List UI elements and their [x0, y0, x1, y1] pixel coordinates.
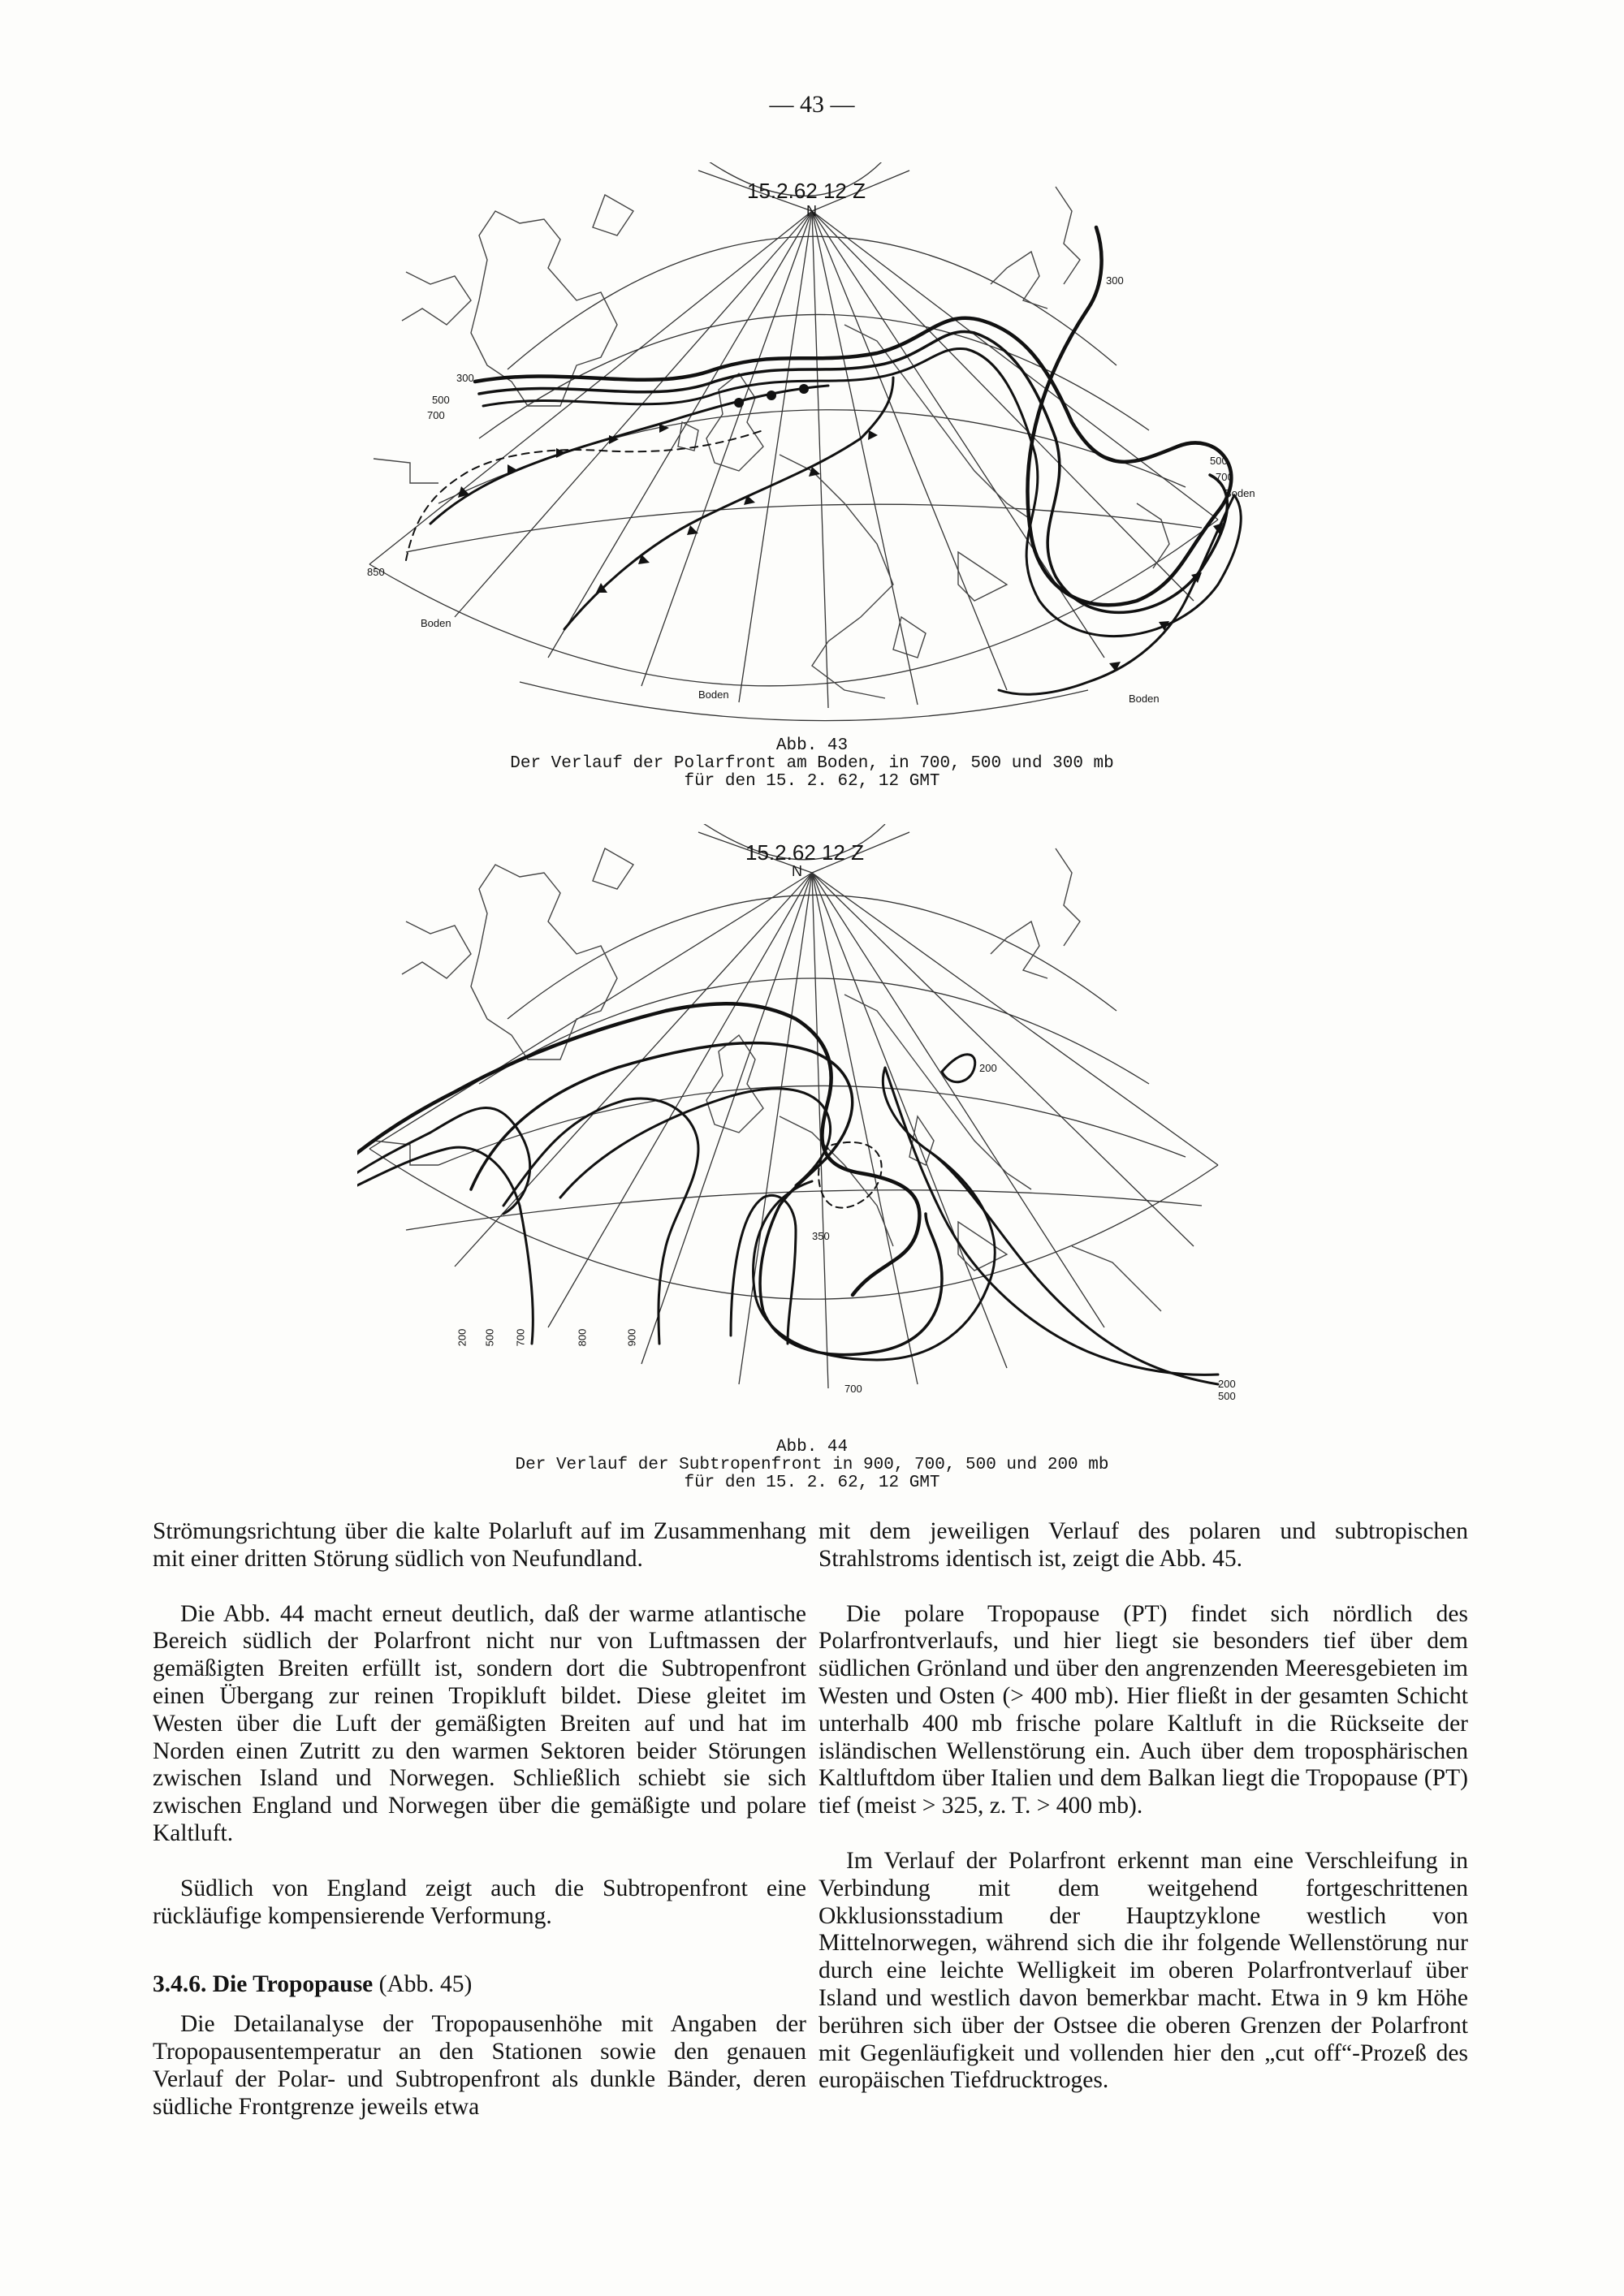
subtropical-front-900mb: [731, 1195, 796, 1344]
north-label: N: [806, 203, 817, 219]
left-text-column: [153, 1518, 806, 2121]
right-paragraph-2: Die polare Tropopause (PT) findet sich nördlich des Polarfrontverlaufs, und hier liegt sie besonders tief über dem südlichen Grönland und über den angrenzenden Meeresgebieten im Westen und Osten (> 400 mb). Hier fließt in der gesamten Schicht unterhalb 400 mb frische polare Kaltluft in die Rückseite der isländischen Wellenstörung ein. Auch über dem troposphärischen Kaltluftdom über Italien und dem Balkan liegt die Tropopause (PT) tief (meist > 325, z. T. > 400 mb).: [818, 1600, 1468, 1819]
label-200-right: 200: [979, 1062, 997, 1074]
label-500-right: 500: [1210, 455, 1228, 467]
label-300-left: 300: [456, 372, 474, 384]
label-700-bottom: 700: [844, 1383, 862, 1395]
label-800: 800: [576, 1328, 589, 1347]
label-500-bottom-right: 500: [1218, 1390, 1236, 1402]
label-200-bottom-right: 200: [1218, 1378, 1236, 1390]
isolated-contour-200: [942, 1055, 975, 1082]
section-figure-ref: (Abb. 45): [378, 1971, 473, 1998]
left-paragraph-2: Die Abb. 44 macht erneut deutlich, daß der warme atlantische Bereich südlich der Polarfront nicht nur von Luftmassen der gemäßigten Breiten erfüllt ist, sondern dort die Subtropenfront einen Übergang zur reinen Tropikluft bildet. Diese gleitet im Westen über die Luft der gemäßigten Breiten auf und hat im Norden einen Zutritt zu den warmen Sektoren beider Störungen zwischen Island und Norwegen. Schließlich schiebt sie sich zwischen England und Norwegen über die gemäßigte und polare Kaltluft.: [153, 1600, 806, 1846]
label-500-left: 500: [432, 394, 450, 406]
map-frame-lower-arc: [520, 682, 1088, 721]
label-700-a: 700: [514, 1328, 527, 1347]
label-500-a: 500: [483, 1328, 496, 1347]
left-paragraph-3: Südlich von England zeigt auch die Subtropenfront eine rückläufige kompensierende Verformung.: [153, 1875, 806, 1929]
right-paragraph-3: Im Verlauf der Polarfront erkennt man eine Verschleifung in Verbindung mit dem weitgehend fortgeschrittenen Okklusionsstadium der Hauptzyklone westlich von Mittelnorwegen, während sich die ihr folgende Wellenstörung nur durch eine leichte Welligkeit im oberen Polarfrontverlauf über Island und westlich davon bemerkbar macht. Etwa in 9 km Höhe berühren sich über der Ostsee die oberen Grenzen der Polarfront mit Gegenläufigkeit und vollenden hier den „cut off“-Prozeß des europäischen Tiefdrucktroges.: [818, 1847, 1468, 2094]
figure-43-caption-title: Abb. 43: [775, 736, 849, 755]
label-700-right: 700: [1216, 471, 1233, 483]
figure-43-caption-line1: Der Verlauf der Polarfront am Boden, in 700, 500 und 300 mb: [510, 754, 1114, 773]
figure-43-svg: [357, 162, 1267, 731]
map-frame-latitude-1: [508, 895, 1116, 1019]
figure-44-caption-title: Abb. 44: [775, 1438, 849, 1457]
label-300-top: 300: [1106, 274, 1124, 287]
label-200-a: 200: [456, 1328, 469, 1347]
label-850: 850: [367, 566, 385, 578]
label-boden-right: Boden: [1224, 487, 1255, 499]
label-boden-sw: Boden: [421, 617, 451, 629]
section-title: Die Tropopause: [212, 1971, 374, 1998]
figure-44-date: 15.2.62 12 Z: [745, 840, 864, 865]
page-number: — 43 —: [769, 91, 855, 118]
label-900: 900: [625, 1328, 638, 1347]
figure-44-map: [357, 824, 1267, 1429]
figure-43-caption-line2: für den 15. 2. 62, 12 GMT: [684, 772, 940, 791]
left-paragraph-4: Die Detailanalyse der Tropopausenhöhe mit Angaben der Tropopausentemperatur an den Stationen sowie den genauen Verlauf der Polar- und Subtropenfront als dunkle Bänder, deren südliche Frontgrenze jeweils etwa: [153, 2011, 806, 2120]
figure-43-map: [357, 162, 1267, 731]
north-label: N: [792, 863, 802, 879]
figure-44-caption-line1: Der Verlauf der Subtropenfront in 900, 700, 500 und 200 mb: [515, 1456, 1109, 1474]
subtropical-front-200mb-east: [926, 1149, 1218, 1384]
map-frame-latitude-4: [406, 504, 1202, 552]
label-boden-s: Boden: [698, 688, 729, 701]
label-boden-se: Boden: [1129, 693, 1160, 705]
label-350: 350: [812, 1230, 830, 1242]
right-text-column: [818, 1518, 1468, 2095]
subtropical-front-500mb: [357, 1108, 530, 1214]
figure-43-date: 15.2.62 12 Z: [747, 179, 866, 203]
subtropical-front-700mb-left: [357, 1147, 533, 1344]
contour-500mb: [479, 331, 1227, 612]
left-paragraph-1: Strömungsrichtung über die kalte Polarluft auf im Zusammenhang mit einer dritten Störung südlich von Neufundland.: [153, 1518, 806, 1572]
right-paragraph-1: mit dem jeweiligen Verlauf des polaren und subtropischen Strahlstroms identisch ist, zeigt die Abb. 45.: [818, 1518, 1468, 1572]
figure-44-caption-line2: für den 15. 2. 62, 12 GMT: [684, 1474, 940, 1492]
section-number: 3.4.6.: [153, 1971, 207, 1998]
label-700-left: 700: [427, 409, 445, 421]
map-frame-latitude-4: [406, 1190, 1202, 1230]
section-heading: [153, 1970, 806, 1998]
